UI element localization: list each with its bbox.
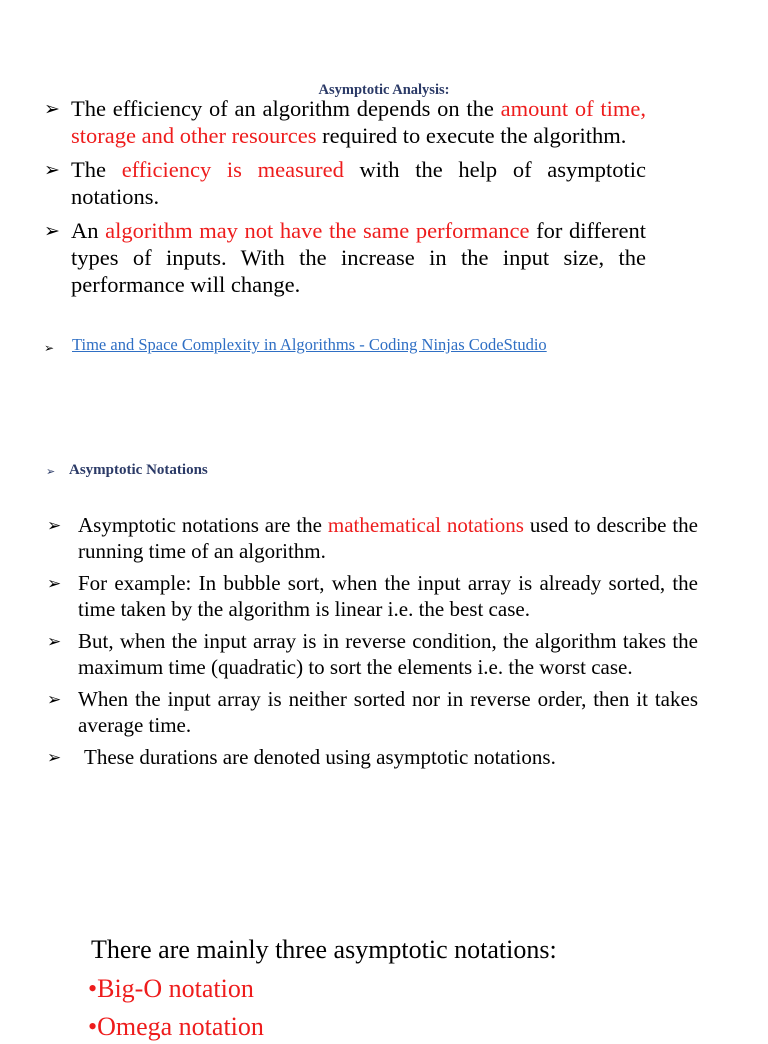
list-item <box>47 745 698 771</box>
arrow-bullet-icon: ➢ <box>46 465 56 478</box>
arrow-bullet-icon: ➢ <box>44 341 55 355</box>
list-item <box>47 571 698 622</box>
list-item <box>47 687 698 738</box>
highlight-text: mathematical notations <box>327 513 524 537</box>
arrow-bullet-icon: ➢ <box>44 98 60 120</box>
item-text: Asymptotic notations are the <box>78 513 328 537</box>
item-text: with the help of asymptotic notations. <box>71 157 646 209</box>
item-text: These durations are denoted using asymptotic notations. <box>84 745 556 769</box>
arrow-bullet-icon: ➢ <box>47 748 62 768</box>
notations-bullet-list <box>47 513 698 778</box>
highlight-text: algorithm may not have the same performance <box>105 218 530 243</box>
highlight-text: amount of time, storage and other resources <box>71 96 646 148</box>
highlight-text: efficiency is measured <box>121 157 344 182</box>
item-text: But, when the input array is in reverse condition, the algorithm takes the maximum time (quadratic) to sort the elements i.e. the worst case. <box>78 629 698 679</box>
item-text: For example: In bubble sort, when the input array is already sorted, the time taken by the algorithm is linear i.e. the best case. <box>78 571 698 621</box>
list-item <box>44 156 646 210</box>
notations-intro: There are mainly three asymptotic notations: <box>91 935 557 964</box>
item-text: used to describe the running time of an algorithm. <box>78 513 698 563</box>
efficiency-bullet-list <box>44 95 646 305</box>
arrow-bullet-icon: ➢ <box>44 159 60 181</box>
list-item <box>44 95 646 149</box>
arrow-bullet-icon: ➢ <box>44 220 60 242</box>
list-item <box>47 629 698 680</box>
page-title: Asymptotic Analysis: <box>318 82 450 98</box>
arrow-bullet-icon: ➢ <box>47 516 62 536</box>
item-text: When the input array is neither sorted nor in reverse order, then it takes average time. <box>78 687 698 737</box>
arrow-bullet-icon: ➢ <box>47 574 62 594</box>
omega-item: •Omega notation <box>88 1012 264 1041</box>
section-heading-text: Asymptotic Notations <box>69 462 208 478</box>
item-text: The <box>71 157 122 182</box>
item-text: The efficiency of an algorithm depends on the <box>71 96 501 121</box>
list-item <box>44 217 646 298</box>
arrow-bullet-icon: ➢ <box>47 632 62 652</box>
item-text: for different types of inputs. With the increase in the input size, the performance will change. <box>71 218 647 297</box>
item-text: An <box>71 218 106 243</box>
list-item <box>47 513 698 564</box>
reference-link[interactable]: Time and Space Complexity in Algorithms - Coding Ninjas CodeStudio <box>72 335 547 354</box>
item-text: required to execute the algorithm. <box>316 123 627 148</box>
big-o-item: •Big-O notation <box>88 974 254 1003</box>
arrow-bullet-icon: ➢ <box>47 690 62 710</box>
